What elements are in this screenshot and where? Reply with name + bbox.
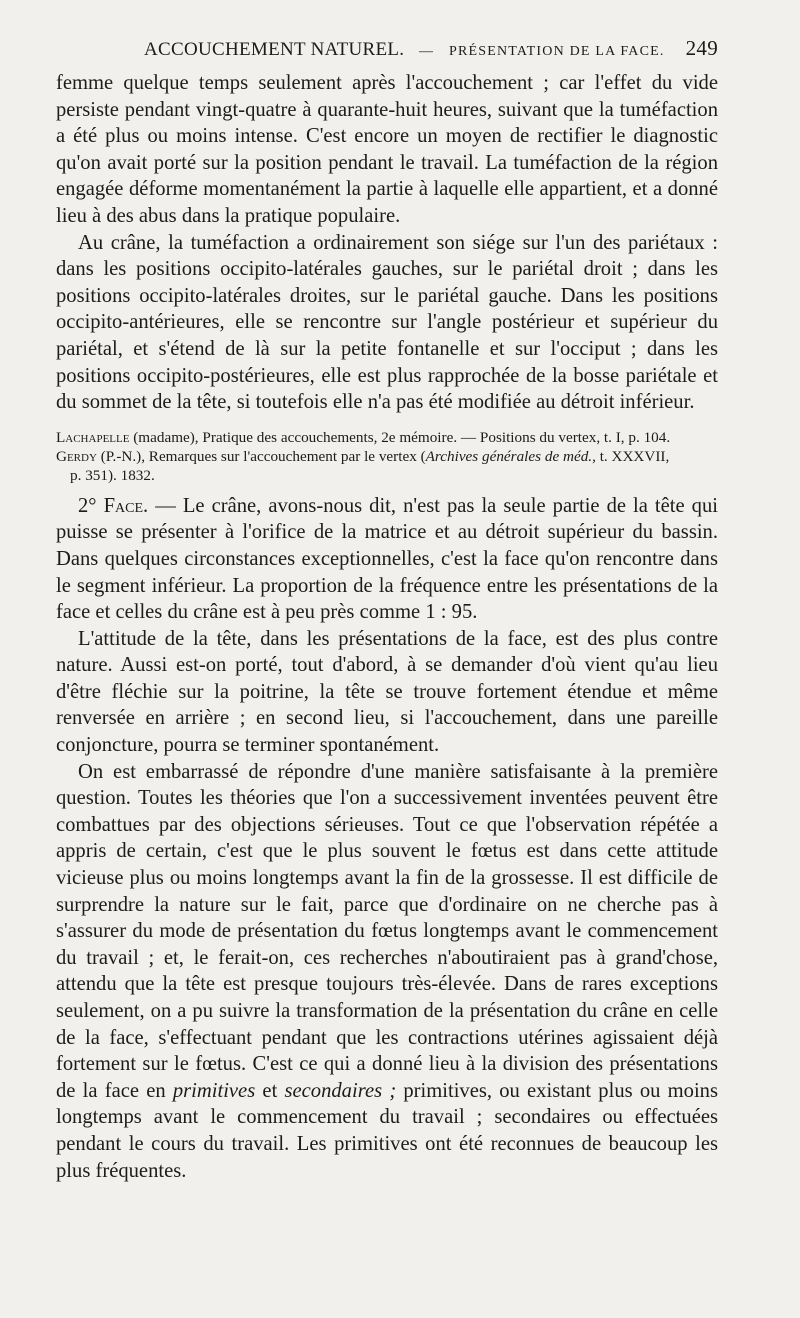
reference-text: (P.-N.), Remarques sur l'accouchement par le vertex ( [100,447,426,465]
running-title-left: ACCOUCHEMENT NATUREL. [144,39,405,60]
section-title: Face. [103,494,149,517]
paragraph-attitude: L'attitude de la tête, dans les présentations de la face, est des plus contre nature. Aussi est-on porté, tout d'abord, à se demander d'où vient qu'au lieu d'être fléchie sur la poitrine, la tête se trouve fortement étendue et même renversée en arrière ; en second lieu, si l'accouchement, dans une pareille conjoncture, pourra se terminer spontanément. [56,627,718,757]
running-title-separator: — [419,44,435,59]
bibliography-references [56,428,718,485]
reference-author: Gerdy [56,447,97,465]
reference-gerdy [56,447,718,466]
section-face [56,493,718,626]
paragraph-cranial-swelling: Au crâne, la tuméfaction a ordinairement son siége sur l'un des pariétaux : dans les positions occipito-latérales gauches, sur le pariétal droit ; dans les positions occipito-latérales droites, sur le pariétal gauche. Dans les positions occipito-antérieures, elle se rencontre sur l'angle postérieur et supérieur du pariétal, et s'étend de là sur la petite fontanelle et sur l'occiput ; dans les positions occipito-postérieures, elle est plus rapprochée de la bosse pariétale et du sommet de la tête, si toutefois elle n'a pas été modifiée au détroit inférieur. [56,231,718,414]
reference-volume: , t. XXXVII, [592,447,670,465]
reference-author: Lachapelle [56,428,130,446]
page-number: 249 [685,36,718,60]
reference-lachapelle [56,428,718,447]
reference-gerdy-continuation: p. 351). 1832. [70,466,155,484]
reference-text: (madame), Pratique des accouchements, 2e mémoire. — Positions du vertex, t. I, p. 104. [133,428,671,446]
running-header [144,36,718,70]
paragraph-first-question: On est embarrassé de répondre d'une manière satisfaisante à la première question. Toutes les théories que l'on a successivement inventées peuvent être combattues par des objections sérieuses. Tout ce que l'observation répétée a appris de certain, c'est que le plus souvent le fœtus est dans cette attitude vicieuse plus ou moins longtemps avant la fin de la grossesse. Il est difficile de surprendre la nature sur le fait, parce que d'ordinaire on ne cherche pas à s'assurer du mode de présentation du fœtus longtemps avant le commencement du travail ; et, le ferait-on, ces recherches n'aboutiraient pas à grand'chose, attendu que la tête est presque toujours très-élevée. Dans de rares exceptions seulement, on a pu suivre la transformation de la présentation du crâne en celle de la face, s'effectuant pendant que les contractions utérines agissaient déjà fortement sur le fœtus. C'est ce qui a donné lieu à la division des présentations de la face en primitives et secondaires ; primitives, ou existant plus ou moins longtemps avant le commencement du travail ; secondaires ou effectuées pendant le cours du travail. Les primitives ont été reconnues de beaucoup les plus fréquentes. [56,760,718,1182]
paragraph-continuation: femme quelque temps seulement après l'accouchement ; car l'effet du vide persiste pendant vingt-quatre à quarante-huit heures, suivant que la tuméfaction a été plus ou moins intense. C'est encore un moyen de rectifier le diagnostic qu'on avait porté sur la position pendant le travail. La tuméfaction de la région engagée déforme momentanément la partie à laquelle elle appartient, et a donné lieu à des abus dans la pratique populaire. [56,72,718,227]
term-primitives: primitives [172,1079,256,1102]
section-text: — Le crâne, avons-nous dit, n'est pas la seule partie de la tête qui puisse se présenter à l'orifice de la matrice et au détroit supérieur du bassin. Dans quelques circonstances exceptionnelles, c'est la face qu'on rencontre dans le segment inférieur. La proportion de la fréquence entre les présentations de la face et celles du crâne est à peu près comme 1 : 95. [56,494,718,624]
running-title-right: PRÉSENTATION DE LA FACE. [448,44,665,59]
main-text [56,70,718,1184]
reference-journal: Archives générales de méd. [425,447,593,465]
section-number: 2° [78,494,97,517]
term-secondaires: secondaires ; [284,1079,397,1102]
